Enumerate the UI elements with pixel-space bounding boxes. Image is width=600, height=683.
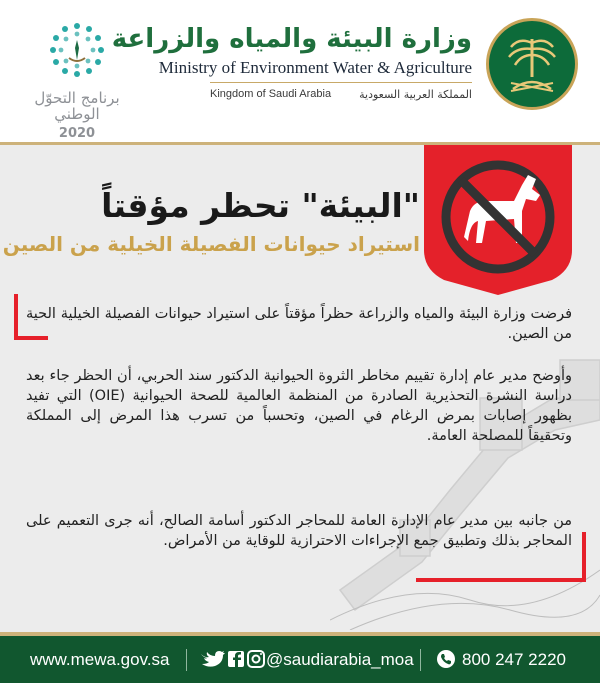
social-media-icons	[200, 649, 266, 669]
header	[0, 0, 600, 142]
website-link[interactable]: www.mewa.gov.sa	[30, 650, 170, 669]
palm-swords-icon	[489, 21, 575, 107]
kingdom-english: Kingdom of Saudi Arabia	[210, 88, 332, 100]
phone-icon-wrap	[436, 649, 456, 674]
vision-year: 2020	[58, 126, 96, 141]
paragraph-2: وأوضح مدير عام إدارة تقييم مخاطر الثروة الحيوانية الدكتور سند الحربي، أن الحظر جاء بعد دراسة النشرة التحذيرية الصادرة من المنظمة العالمية للصحة الحيوانية (OIE) التي تفيد بظهور إصابات بمرض الرغام في الصين، وتحسباً من تسرب هذا المرض إلى المملكة وتحقيقاً للمصلحة العامة.	[26, 368, 573, 444]
social-handle[interactable]: @saudiarabia_moa	[266, 650, 414, 669]
ministry-name-english: Ministry of Environment Water & Agriculture	[158, 58, 472, 77]
paragraph-1: فرضت وزارة البيئة والمياه والزراعة حظراً مؤقتاً على استيراد حيوانات الفصيلة الخيلية الحية من الصين.	[26, 306, 572, 342]
red-bracket-right-vertical	[582, 532, 586, 582]
ministry-emblem	[486, 18, 578, 110]
social-icons	[200, 649, 266, 674]
phone-icon	[436, 649, 456, 669]
header-divider	[210, 82, 472, 83]
headline: "البيئة" تحظر مؤقتاً	[101, 186, 420, 225]
phone-number[interactable]: 800 247 2220	[462, 650, 566, 669]
kingdom-arabic: المملكة العربية السعودية	[359, 88, 472, 101]
footer-divider	[186, 649, 187, 671]
subheadline: استيراد حيوانات الفصيلة الخيلية من الصين	[2, 232, 420, 256]
paragraph-3: من جانبه بين مدير عام الإدارة العامة للمحاجر الدكتور أسامة الصالح، أنه جرى التعميم على المحاجر بذلك وتطبيق جمع الإجراءات الاحترازية للوقاية من الأمراض.	[26, 513, 572, 549]
red-bracket-left-vertical	[14, 294, 18, 340]
vision-program-label: برنامج التحوّل الوطني	[34, 89, 120, 123]
red-bracket-right-horizontal	[416, 578, 586, 582]
red-banner	[424, 145, 572, 295]
footer	[0, 636, 600, 683]
twitter-icon	[201, 651, 225, 667]
footer-divider	[420, 649, 421, 671]
ministry-name-arabic: وزارة البيئة والمياه والزراعة	[111, 24, 472, 54]
